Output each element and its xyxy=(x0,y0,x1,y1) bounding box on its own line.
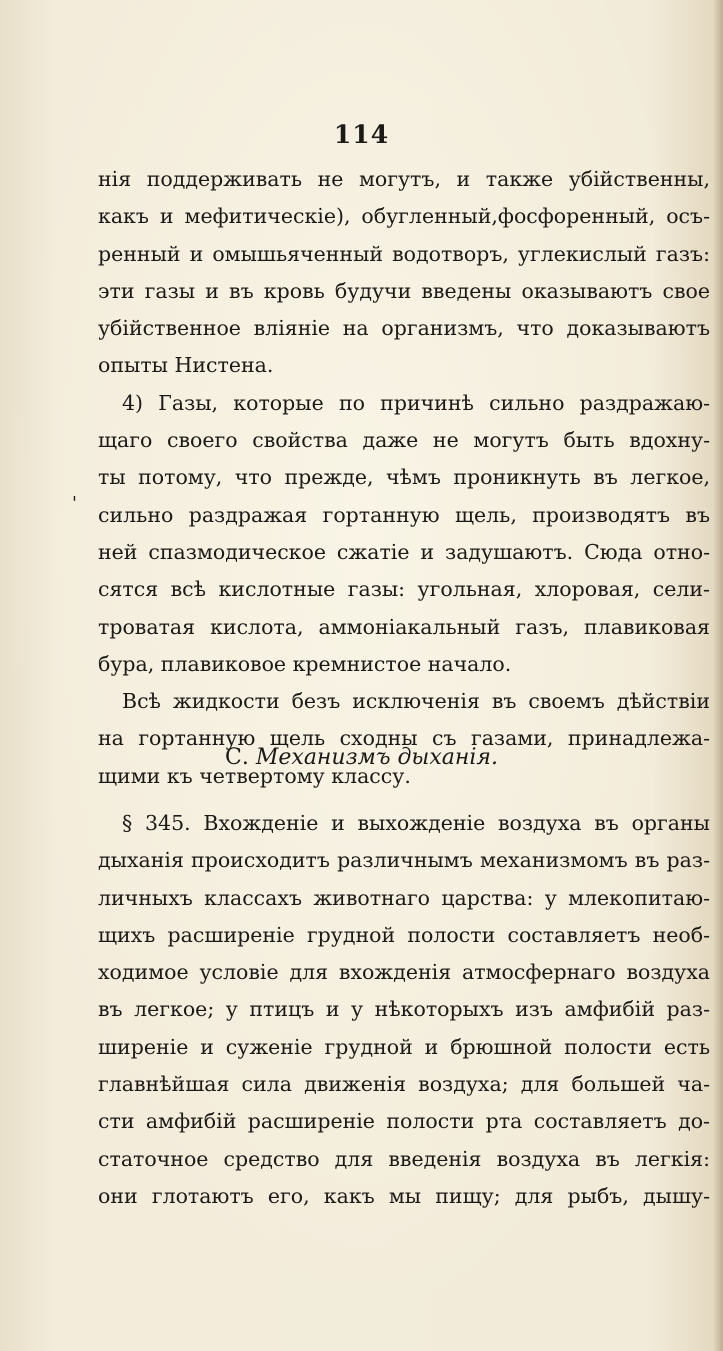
text-line: сти амфибій расширеніе полости рта составляетъ до- xyxy=(98,1109,710,1134)
body-text-bottom xyxy=(98,805,710,1215)
section-heading-title: Механизмъ дыханія. xyxy=(255,745,498,770)
text-line: эти газы и въ кровь будучи введены оказываютъ свое xyxy=(98,278,710,303)
text-line: главнѣйшая сила движенія воздуха; для большей ча- xyxy=(98,1072,710,1097)
text-line: троватая кислота, аммоніакальный газъ, плавиковая xyxy=(98,614,710,639)
text-line: ты потому, что прежде, чѣмъ проникнуть въ легкое, xyxy=(98,465,710,490)
text-line: дыханія происходитъ различнымъ механизмомъ въ раз- xyxy=(98,848,710,873)
text-line: щаго своего свойства даже не могутъ быть вдохну- xyxy=(98,428,710,453)
margin-mark: ' xyxy=(72,493,77,514)
text-line: сятся всѣ кислотные газы: угольная, хлоровая, сели- xyxy=(98,577,710,602)
text-line: ширеніе и суженіе грудной и брюшной полости есть xyxy=(98,1034,710,1059)
text-line: они глотаютъ его, какъ мы пищу; для рыбъ, дышу- xyxy=(98,1183,710,1208)
text-line: щими къ четвертому классу. xyxy=(98,763,411,788)
text-line: 4) Газы, которые по причинѣ сильно раздражаю- xyxy=(122,390,710,415)
text-line: сильно раздражая гортанную щель, производятъ въ xyxy=(98,502,710,527)
text-line: бура, плавиковое кремнистое начало. xyxy=(98,651,512,676)
text-line: ренный и омышьяченный водотворъ, углекислый газъ: xyxy=(98,241,710,266)
text-line: § 345. Вхожденіе и выхожденіе воздуха въ органы xyxy=(122,811,710,835)
text-line: какъ и мефитическіе), обугленный,фосфоренный, осъ- xyxy=(98,204,710,229)
body-text-top xyxy=(98,161,710,795)
text-line: убійственное вліяніе на организмъ, что доказываютъ xyxy=(98,316,710,341)
text-line: нія поддерживать не могутъ, и также убійственны, xyxy=(98,167,710,191)
text-line: Всѣ жидкости безъ исключенія въ своемъ дѣйствіи xyxy=(122,689,710,714)
text-line: статочное средство для введенія воздуха въ легкія: xyxy=(98,1146,710,1171)
page-number: 114 xyxy=(333,120,390,149)
section-heading-prefix: С. xyxy=(225,745,249,770)
text-line: въ легкое; у птицъ и у нѣкоторыхъ изъ амфибій раз- xyxy=(98,997,710,1022)
text-line: на гортанную щель сходны съ газами, принадлежа- xyxy=(98,726,710,751)
page-edge-shadow xyxy=(713,0,723,1351)
text-line: личныхъ классахъ животнаго царства: у млекопитаю- xyxy=(98,885,710,910)
text-line: ней спазмодическое сжатіе и задушаютъ. Сюда отно- xyxy=(98,539,710,564)
text-line: щихъ расширеніе грудной полости составляетъ необ- xyxy=(98,922,710,947)
section-heading xyxy=(0,745,723,770)
text-line: опыты Нистена. xyxy=(98,353,274,378)
text-line: ходимое условіе для вхожденія атмосфернаго воздуха xyxy=(98,960,710,985)
